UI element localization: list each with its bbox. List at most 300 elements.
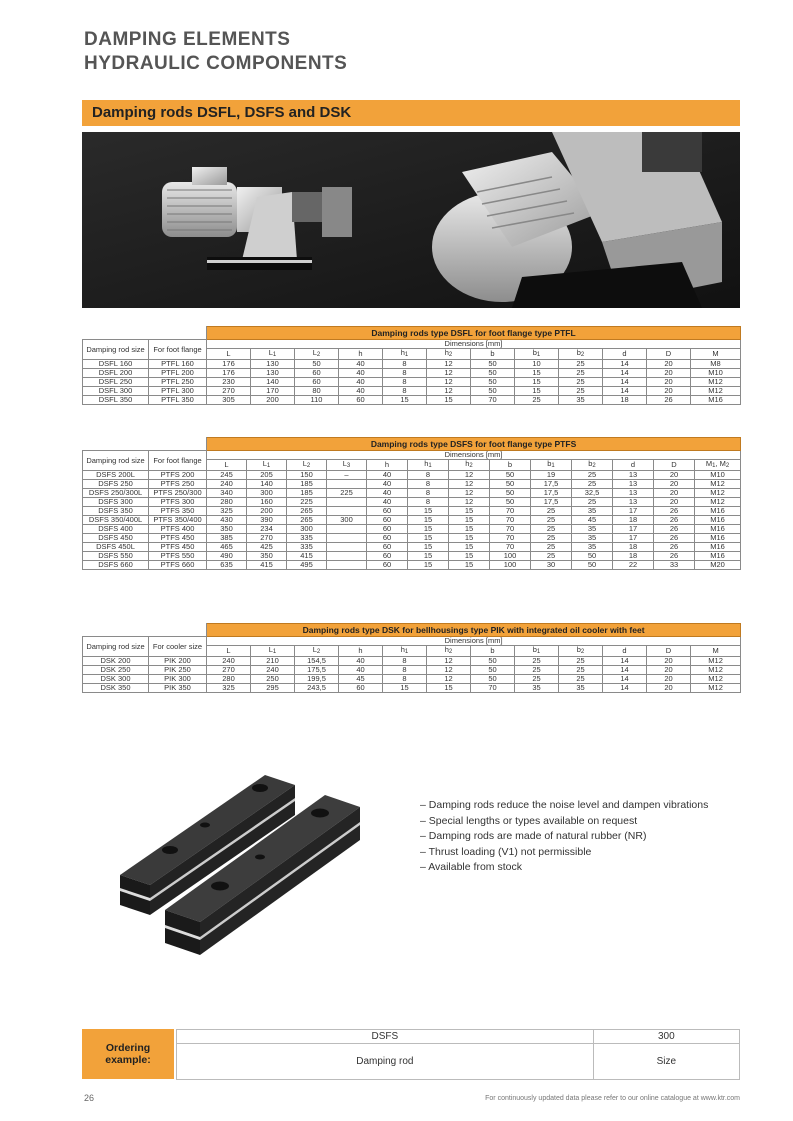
- table-cell: 20: [647, 657, 691, 666]
- table-cell: 26: [654, 516, 695, 525]
- table-cell: 40: [367, 489, 408, 498]
- table-cell: DSFS 350/400L: [83, 516, 149, 525]
- table-cell: 280: [207, 675, 251, 684]
- table-cell: 40: [339, 387, 383, 396]
- table-dsfl-caption: Damping rods type DSFL for foot flange type PTFL: [207, 327, 741, 340]
- table-cell: 335: [287, 534, 327, 543]
- table-cell: [327, 534, 367, 543]
- dim-header: h: [339, 349, 383, 360]
- table-cell: 25: [531, 525, 572, 534]
- table-cell: 35: [572, 534, 613, 543]
- dim-header: $h_1$: [408, 460, 449, 471]
- table-cell: 280: [207, 498, 247, 507]
- table-cell: 70: [490, 507, 531, 516]
- dim-header: L: [207, 646, 251, 657]
- dim-header: $b_1$: [515, 646, 559, 657]
- table-cell: 15: [515, 378, 559, 387]
- table-row: [83, 543, 741, 552]
- table-cell: 415: [247, 561, 287, 570]
- table-cell: 176: [207, 360, 251, 369]
- table-cell: 45: [339, 675, 383, 684]
- ordering-label-line-1: Ordering: [105, 1042, 151, 1054]
- table-cell: 8: [383, 387, 427, 396]
- table-cell: 8: [383, 378, 427, 387]
- table-cell: 12: [427, 657, 471, 666]
- table-cell: 15: [408, 534, 449, 543]
- dim-header: $h_2$: [449, 460, 490, 471]
- table-cell: PTFL 160: [149, 360, 207, 369]
- dim-header: $M_1$, $M_2$: [695, 460, 741, 471]
- table-cell: 50: [471, 657, 515, 666]
- table-cell: PTFS 200: [149, 471, 207, 480]
- table-cell: [327, 525, 367, 534]
- table-cell: DSFL 250: [83, 378, 149, 387]
- dim-header: b: [471, 646, 515, 657]
- table-cell: PTFS 350/400: [149, 516, 207, 525]
- table-cell: M12: [691, 684, 741, 693]
- table-cell: 10: [515, 360, 559, 369]
- table-row: [83, 525, 741, 534]
- table-cell: M16: [695, 552, 741, 561]
- table-row: [83, 552, 741, 561]
- table-cell: 60: [367, 534, 408, 543]
- table-cell: 30: [531, 561, 572, 570]
- table-cell: 15: [449, 525, 490, 534]
- table-cell: 12: [449, 489, 490, 498]
- table-cell: 60: [367, 543, 408, 552]
- dimensions-label: Dimensions [mm]: [207, 451, 741, 460]
- table-row: [83, 396, 741, 405]
- table-cell: [327, 480, 367, 489]
- dim-header: L: [207, 349, 251, 360]
- table-cell: 17,5: [531, 480, 572, 489]
- table-cell: 225: [327, 489, 367, 498]
- table-cell: 635: [207, 561, 247, 570]
- table-cell: 18: [613, 516, 654, 525]
- table-cell: 390: [247, 516, 287, 525]
- table-cell: 35: [572, 525, 613, 534]
- table-cell: 15: [449, 516, 490, 525]
- table-cell: 45: [572, 516, 613, 525]
- table-cell: 32,5: [572, 489, 613, 498]
- motor-pump-illustration: [82, 132, 740, 308]
- ordering-value-type: DSFS: [177, 1030, 594, 1044]
- table-cell: 15: [449, 561, 490, 570]
- table-cell: DSFS 350: [83, 507, 149, 516]
- table-cell: 465: [207, 543, 247, 552]
- table-cell: DSFS 450: [83, 534, 149, 543]
- table-cell: 60: [367, 561, 408, 570]
- table-row: [83, 498, 741, 507]
- table-cell: 25: [559, 369, 603, 378]
- table-cell: 25: [559, 387, 603, 396]
- table-cell: 50: [471, 360, 515, 369]
- table-cell: 430: [207, 516, 247, 525]
- dim-header: $h_2$: [427, 646, 471, 657]
- table-cell: PTFS 550: [149, 552, 207, 561]
- table-cell: 160: [247, 498, 287, 507]
- table-cell: DSFL 300: [83, 387, 149, 396]
- table-cell: 154,5: [295, 657, 339, 666]
- table-cell: 12: [427, 675, 471, 684]
- table-cell: 40: [339, 360, 383, 369]
- table-cell: 35: [572, 507, 613, 516]
- table-cell: 13: [613, 489, 654, 498]
- table-row: [83, 360, 741, 369]
- table-row: [83, 369, 741, 378]
- table-cell: 60: [295, 369, 339, 378]
- table-cell: 234: [247, 525, 287, 534]
- table-cell: 18: [613, 543, 654, 552]
- table-cell: 70: [490, 534, 531, 543]
- table-cell: 110: [295, 396, 339, 405]
- table-cell: 17: [613, 525, 654, 534]
- table-cell: M12: [691, 675, 741, 684]
- col-damping-rod-size: Damping rod size: [83, 637, 149, 657]
- col-for-cooler-size: For cooler size: [149, 637, 207, 657]
- table-cell: M16: [695, 507, 741, 516]
- table-cell: 200: [247, 507, 287, 516]
- feature-item: – Special lengths or types available on request: [420, 814, 708, 830]
- dim-header: M: [691, 349, 741, 360]
- table-cell: PTFS 250/300: [149, 489, 207, 498]
- table-cell: 230: [207, 378, 251, 387]
- table-cell: 14: [603, 666, 647, 675]
- table-cell: 14: [603, 675, 647, 684]
- table-cell: 50: [471, 666, 515, 675]
- table-cell: 70: [471, 396, 515, 405]
- table-cell: 300: [327, 516, 367, 525]
- table-cell: 270: [247, 534, 287, 543]
- table-cell: DSK 350: [83, 684, 149, 693]
- table-cell: 19: [531, 471, 572, 480]
- table-cell: 18: [613, 552, 654, 561]
- table-cell: 415: [287, 552, 327, 561]
- table-cell: 8: [408, 471, 449, 480]
- table-cell: M12: [691, 378, 741, 387]
- table-cell: 50: [572, 561, 613, 570]
- table-cell: M12: [691, 657, 741, 666]
- table-cell: 8: [383, 666, 427, 675]
- table-cell: 243,5: [295, 684, 339, 693]
- table-cell: 60: [367, 525, 408, 534]
- table-row: [83, 657, 741, 666]
- feature-item: – Available from stock: [420, 860, 708, 876]
- table-cell: 70: [471, 684, 515, 693]
- dim-header: $b_1$: [531, 460, 572, 471]
- ordering-label-line-2: example:: [105, 1054, 151, 1066]
- table-cell: M12: [691, 387, 741, 396]
- table-cell: 12: [449, 498, 490, 507]
- table-cell: 50: [471, 378, 515, 387]
- table-cell: 60: [367, 507, 408, 516]
- table-cell: DSFS 250: [83, 480, 149, 489]
- dim-header: $L_1$: [251, 646, 295, 657]
- table-cell: 17,5: [531, 489, 572, 498]
- table-cell: DSFS 300: [83, 498, 149, 507]
- table-row: [83, 516, 741, 525]
- table-cell: 15: [408, 507, 449, 516]
- table-cell: M16: [695, 534, 741, 543]
- table-cell: 295: [251, 684, 295, 693]
- table-cell: 33: [654, 561, 695, 570]
- table-cell: 15: [449, 507, 490, 516]
- table-cell: 340: [207, 489, 247, 498]
- table-cell: 25: [559, 378, 603, 387]
- table-cell: 40: [367, 480, 408, 489]
- table-cell: M20: [695, 561, 741, 570]
- table-cell: PTFS 660: [149, 561, 207, 570]
- table-cell: 60: [339, 684, 383, 693]
- table-cell: 80: [295, 387, 339, 396]
- table-cell: 130: [251, 360, 295, 369]
- table-cell: 60: [295, 378, 339, 387]
- table-cell: M12: [695, 480, 741, 489]
- table-cell: DSFS 550: [83, 552, 149, 561]
- table-cell: 15: [408, 525, 449, 534]
- dim-header: b: [490, 460, 531, 471]
- table-cell: [327, 543, 367, 552]
- table-row: [83, 378, 741, 387]
- table-cell: DSFL 160: [83, 360, 149, 369]
- table-cell: M12: [695, 498, 741, 507]
- table-cell: PTFL 200: [149, 369, 207, 378]
- table-cell: [327, 498, 367, 507]
- table-dsk-caption: Damping rods type DSK for bellhousings type PIK with integrated oil cooler with feet: [207, 624, 741, 637]
- table-cell: 200: [251, 396, 295, 405]
- table-cell: 14: [603, 378, 647, 387]
- table-cell: DSFS 400: [83, 525, 149, 534]
- table-cell: 150: [287, 471, 327, 480]
- table-cell: 25: [559, 666, 603, 675]
- table-cell: 40: [339, 378, 383, 387]
- table-cell: 240: [251, 666, 295, 675]
- table-cell: 35: [515, 684, 559, 693]
- table-cell: 170: [251, 387, 295, 396]
- table-cell: 26: [654, 552, 695, 561]
- table-cell: 18: [603, 396, 647, 405]
- table-cell: PTFS 450: [149, 534, 207, 543]
- dim-header: $L_2$: [295, 646, 339, 657]
- table-cell: PTFS 350: [149, 507, 207, 516]
- table-cell: 15: [515, 387, 559, 396]
- table-cell: 8: [383, 360, 427, 369]
- damping-rods-photo: [110, 760, 390, 960]
- dim-header: b: [471, 349, 515, 360]
- table-row: [83, 489, 741, 498]
- dim-header: $h_2$: [427, 349, 471, 360]
- dim-header: $L_3$: [327, 460, 367, 471]
- table-cell: 15: [383, 396, 427, 405]
- document-header: [84, 28, 347, 76]
- feature-item: – Damping rods reduce the noise level and dampen vibrations: [420, 798, 708, 814]
- table-cell: 25: [572, 498, 613, 507]
- table-cell: 350: [207, 525, 247, 534]
- table-cell: PIK 350: [149, 684, 207, 693]
- table-cell: 425: [247, 543, 287, 552]
- table-cell: 250: [251, 675, 295, 684]
- table-cell: 13: [613, 498, 654, 507]
- dim-header: $L_2$: [295, 349, 339, 360]
- dim-header: $h_1$: [383, 646, 427, 657]
- table-cell: 15: [427, 396, 471, 405]
- table-cell: M16: [691, 396, 741, 405]
- dim-header: d: [603, 646, 647, 657]
- table-cell: 20: [647, 369, 691, 378]
- table-cell: 300: [247, 489, 287, 498]
- table-cell: 15: [408, 543, 449, 552]
- table-cell: 15: [515, 369, 559, 378]
- table-cell: [327, 507, 367, 516]
- dim-header: $L_2$: [287, 460, 327, 471]
- table-cell: 50: [572, 552, 613, 561]
- table-cell: 20: [647, 378, 691, 387]
- table-cell: 265: [287, 507, 327, 516]
- table-cell: 245: [207, 471, 247, 480]
- table-cell: 350: [247, 552, 287, 561]
- table-cell: 300: [287, 525, 327, 534]
- table-cell: 8: [383, 657, 427, 666]
- table-row: [83, 387, 741, 396]
- table-cell: 199,5: [295, 675, 339, 684]
- col-damping-rod-size: Damping rod size: [83, 451, 149, 471]
- dim-header: $L_1$: [251, 349, 295, 360]
- table-cell: 15: [383, 684, 427, 693]
- table-row: [83, 666, 741, 675]
- table-cell: 50: [490, 498, 531, 507]
- table-cell: 240: [207, 480, 247, 489]
- dimensions-label: Dimensions [mm]: [207, 340, 741, 349]
- table-cell: 50: [471, 675, 515, 684]
- table-cell: 240: [207, 657, 251, 666]
- table-cell: 12: [427, 369, 471, 378]
- table-cell: 25: [559, 675, 603, 684]
- table-cell: 210: [251, 657, 295, 666]
- table-cell: 70: [490, 525, 531, 534]
- header-line-1: DAMPING ELEMENTS: [84, 29, 291, 50]
- table-cell: 40: [367, 498, 408, 507]
- table-cell: 15: [408, 516, 449, 525]
- table-cell: 17: [613, 507, 654, 516]
- ordering-desc-type: Damping rod: [177, 1044, 594, 1080]
- table-cell: M10: [695, 471, 741, 480]
- dim-header: $b_2$: [572, 460, 613, 471]
- feature-list: [420, 798, 708, 876]
- table-cell: PTFS 450: [149, 543, 207, 552]
- table-cell: 185: [287, 489, 327, 498]
- table-cell: 270: [207, 387, 251, 396]
- table-cell: 8: [408, 480, 449, 489]
- table-dsfs: [82, 437, 741, 570]
- table-cell: PTFL 250: [149, 378, 207, 387]
- table-cell: 13: [613, 471, 654, 480]
- table-dsfs-caption: Damping rods type DSFS for foot flange type PTFS: [207, 438, 741, 451]
- table-cell: PTFL 300: [149, 387, 207, 396]
- table-cell: 40: [367, 471, 408, 480]
- table-cell: 140: [247, 480, 287, 489]
- table-cell: [327, 552, 367, 561]
- damping-rods-illustration: [110, 760, 390, 960]
- table-cell: 12: [449, 480, 490, 489]
- table-cell: 26: [654, 534, 695, 543]
- table-cell: 20: [647, 387, 691, 396]
- table-cell: 25: [572, 480, 613, 489]
- ordering-example-table: [176, 1029, 740, 1080]
- table-cell: 12: [427, 360, 471, 369]
- table-cell: 25: [572, 471, 613, 480]
- table-cell: 35: [559, 396, 603, 405]
- table-cell: 40: [339, 657, 383, 666]
- header-line-2: HYDRAULIC COMPONENTS: [84, 53, 348, 74]
- table-cell: PTFS 300: [149, 498, 207, 507]
- table-cell: M16: [695, 525, 741, 534]
- table-cell: M8: [691, 360, 741, 369]
- dim-header: d: [613, 460, 654, 471]
- table-cell: 14: [603, 684, 647, 693]
- table-cell: M16: [695, 543, 741, 552]
- table-row: [83, 471, 741, 480]
- table-cell: 140: [251, 378, 295, 387]
- table-cell: 15: [449, 552, 490, 561]
- table-cell: 12: [427, 378, 471, 387]
- table-cell: DSFL 350: [83, 396, 149, 405]
- table-cell: 60: [367, 516, 408, 525]
- table-row: [83, 675, 741, 684]
- table-cell: 25: [531, 534, 572, 543]
- ordering-example-label: [82, 1029, 174, 1079]
- table-row: [83, 684, 741, 693]
- table-cell: 15: [427, 684, 471, 693]
- table-row: [83, 561, 741, 570]
- table-cell: 40: [339, 369, 383, 378]
- dim-header: M: [691, 646, 741, 657]
- table-cell: [327, 561, 367, 570]
- table-cell: 335: [287, 543, 327, 552]
- table-cell: M10: [691, 369, 741, 378]
- table-cell: 8: [408, 498, 449, 507]
- dim-header: $b_2$: [559, 646, 603, 657]
- table-cell: DSFS 250/300L: [83, 489, 149, 498]
- table-cell: 26: [654, 507, 695, 516]
- table-cell: 35: [572, 543, 613, 552]
- table-row: [83, 480, 741, 489]
- table-cell: 40: [339, 666, 383, 675]
- table-cell: 130: [251, 369, 295, 378]
- table-dsfl: [82, 326, 741, 405]
- table-cell: 25: [559, 360, 603, 369]
- table-cell: DSFS 200L: [83, 471, 149, 480]
- dim-header: D: [647, 646, 691, 657]
- col-for-foot-flange: For foot flange: [149, 340, 207, 360]
- table-cell: 495: [287, 561, 327, 570]
- table-cell: 20: [654, 489, 695, 498]
- table-cell: 35: [559, 684, 603, 693]
- dim-header: D: [654, 460, 695, 471]
- table-cell: –: [327, 471, 367, 480]
- table-cell: 13: [613, 480, 654, 489]
- table-cell: 25: [515, 396, 559, 405]
- table-cell: 60: [339, 396, 383, 405]
- table-cell: 15: [449, 543, 490, 552]
- dim-header: $b_2$: [559, 349, 603, 360]
- table-cell: 25: [515, 657, 559, 666]
- table-cell: 50: [490, 489, 531, 498]
- table-cell: 12: [427, 387, 471, 396]
- dim-header: $L_1$: [247, 460, 287, 471]
- table-cell: 14: [603, 369, 647, 378]
- table-cell: 100: [490, 561, 531, 570]
- table-cell: 15: [408, 561, 449, 570]
